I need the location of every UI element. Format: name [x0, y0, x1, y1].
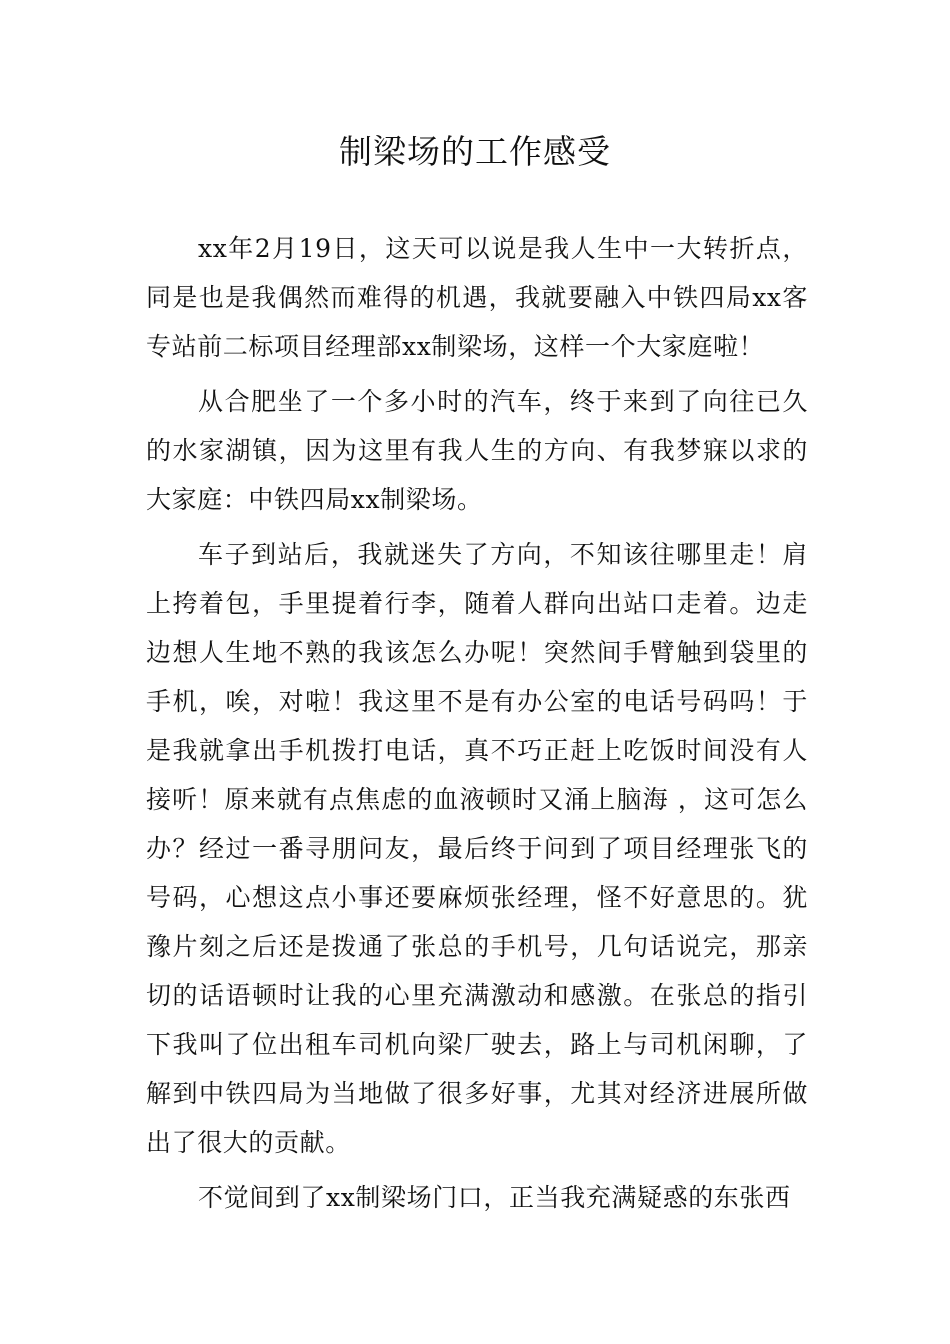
paragraph-1: xx年2月19日，这天可以说是我人生中一大转折点，同是也是我偶然而难得的机遇，我就要融入中铁四局xx客专站前二标项目经理部xx制梁场，这样一个大家庭啦！ [146, 234, 808, 361]
document-body [146, 224, 808, 1222]
paragraph-4: 不觉间到了xx制梁场门口，正当我充满疑惑的东张西 [198, 1183, 791, 1212]
paragraph-3: 车子到站后，我就迷失了方向，不知该往哪里走！肩上挎着包，手里提着行李，随着人群向出站口走着。边走边想人生地不熟的我该怎么办呢！突然间手臂触到袋里的手机，唉，对啦！我这里不是有办公室的电话号码吗！于是我就拿出手机拨打电话，真不巧正赶上吃饭时间没有人接听！原来就有点焦虑的血液顿时又涌上脑海 ，这可怎么办？经过一番寻朋问友，最后终于问到了项目经理张飞的号码，心想这点小事还要麻烦张经理，怪不好意思的。犹豫片刻之后还是拨通了张总的手机号，几句话说完，那亲切的话语顿时让我的心里充满激动和感激。在张总的指引下我叫了位出租车司机向梁厂驶去，路上与司机闲聊，了解到中铁四局为当地做了很多好事，尤其对经济进展所做出了很大的贡献。 [146, 540, 808, 1157]
document-title: 制梁场的工作感受 [339, 132, 611, 171]
paragraph-2: 从合肥坐了一个多小时的汽车，终于来到了向往已久的水家湖镇，因为这里有我人生的方向、有我梦寐以求的大家庭：中铁四局xx制梁场。 [146, 387, 808, 514]
